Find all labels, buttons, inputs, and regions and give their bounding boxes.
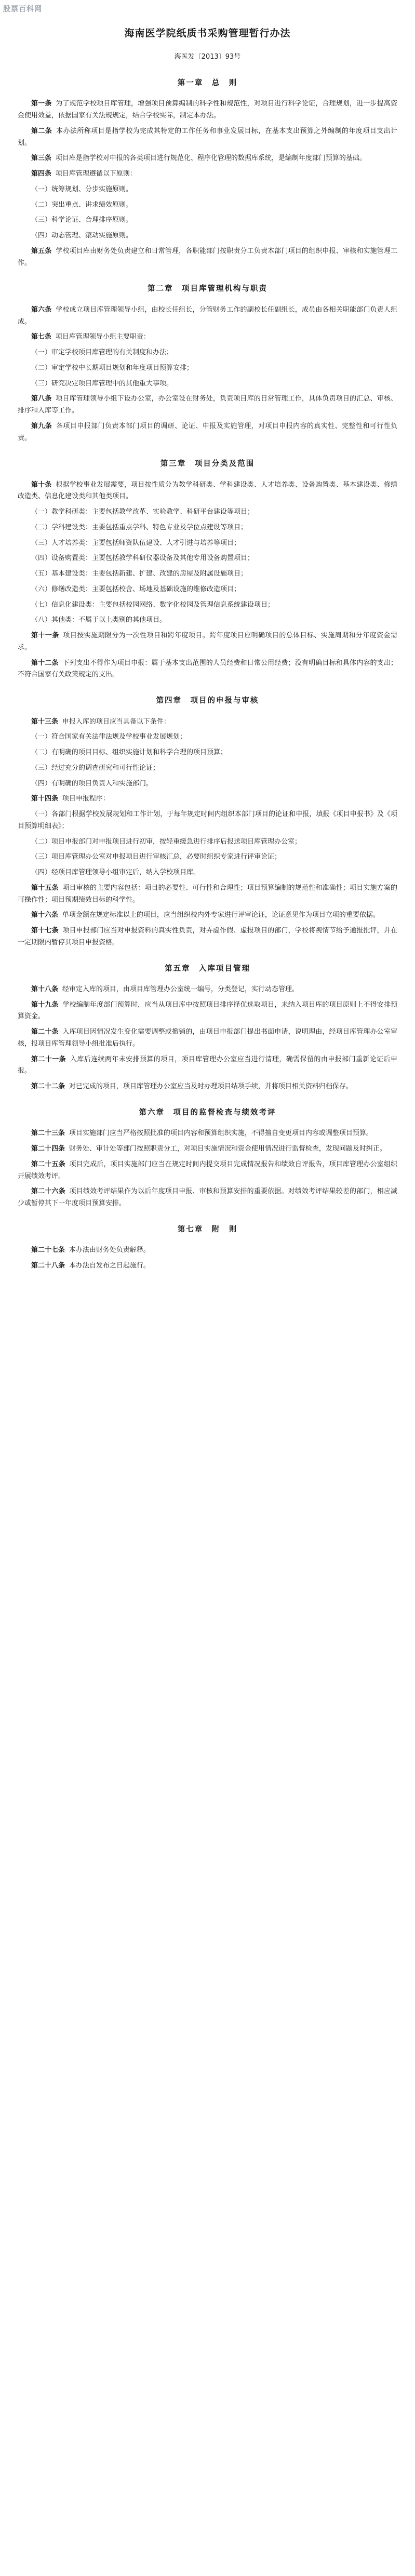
chapter-heading: 第五章 入库项目管理: [165, 964, 250, 973]
article-number: 第十五条: [31, 884, 59, 892]
article-paragraph: [18, 1026, 397, 1050]
article-paragraph: [18, 1260, 397, 1272]
article-number: 第十六条: [31, 911, 59, 919]
article-text: 项目库是指学校对申报的各类项目进行规范化、程序化管理的数据库系统，是编制年度部门预算的基础。: [55, 154, 366, 163]
article-text: 项目完成后，项目实施部门应当在规定时间内提交项目完成情况报告和绩效自评报告，项目库管理办公室组织开展绩效考评。: [18, 1160, 397, 1180]
article-paragraph: [18, 168, 397, 180]
article-paragraph: [18, 304, 397, 328]
article-number: 第十九条: [31, 1000, 59, 1009]
sub-item: （三）项目库管理办公室对申报项目进行审核汇总，必要时组织专家进行评审论证；: [31, 853, 282, 861]
document-body: [0, 0, 415, 1272]
article-text: 项目库管理领导小组主要职责：: [55, 333, 150, 341]
article-number: 第十三条: [31, 717, 59, 726]
article-paragraph: [18, 393, 397, 417]
chapter-heading: 第六章 项目的监督检查与绩效考评: [139, 1108, 276, 1117]
article-text: 单项金额在规定标准以上的项目，应当组织校内外专家进行评审论证，论证意见作为项目立项的重要依据。: [62, 911, 380, 919]
article-text: 项目绩效考评结果作为以后年度项目申报、审核和预算安排的重要依据。对绩效考评结果较差的部门，相应减少或暂停其下一年度项目预算安排。: [18, 1187, 397, 1207]
sub-item: （四）经项目库管理领导小组审定后，纳入学校项目库。: [31, 869, 200, 876]
article-text: 本办法由财务处负责解释。: [69, 1246, 150, 1254]
sub-item: （三）研究决定项目库管理中的其他重大事项。: [31, 379, 173, 388]
article-paragraph: [18, 1054, 397, 1078]
sub-item: （五）基本建设类：主要包括新建、扩建、改建的房屋及附属设施项目；: [31, 570, 248, 578]
article-text: 入库项目因情况发生变化需要调整或撤销的，由项目申报部门提出书面申请，说明理由，经项目库管理办公室审核，报项目库管理领导小组批准后执行。: [18, 1028, 397, 1048]
article-number: 第二十六条: [31, 1187, 65, 1196]
article-paragraph: [18, 1128, 397, 1140]
article-paragraph: [18, 1081, 397, 1093]
article-number: 第五条: [31, 247, 52, 255]
article-paragraph: [18, 658, 397, 682]
article-text: 项目按实施期限分为一次性项目和跨年度项目。跨年度项目应明确项目的总体目标、实施周期和分年度资金需求。: [18, 632, 397, 651]
sub-item: （二）突出重点、讲求绩效原则。: [31, 201, 133, 209]
article-number: 第十一条: [31, 632, 59, 640]
sub-item: （三）人才培养类：主要包括师资队伍建设、人才引进与培养等项目；: [31, 539, 241, 547]
article-paragraph: [18, 716, 397, 728]
sub-item: （七）信息化建设类：主要包括校园网络、数字化校园及管理信息系统建设项目；: [31, 600, 275, 609]
sub-item: （三）科学论证、合理排序原则。: [31, 216, 133, 224]
article-paragraph: [18, 925, 397, 949]
sub-item: （一）统筹规划、分步实施原则。: [31, 185, 133, 193]
chapter-heading: 第三章 项目分类及范围: [160, 460, 255, 469]
article-text: 为了规范学校项目库管理，增强项目预算编制的科学性和规范性，对项目进行科学论证，合理规划，进一步提高资金使用效益，依据国家有关法规规定，结合学校实际，制定本办法。: [18, 100, 397, 120]
article-number: 第四条: [31, 170, 52, 178]
article-paragraph: [18, 910, 397, 922]
article-text: 学校编制年度部门预算时，应当从项目库中按照项目排序择优选取项目，未纳入项目库的项目原则上不得安排预算资金。: [18, 1000, 397, 1021]
chapters-container: [18, 77, 397, 1272]
article-paragraph: [18, 331, 397, 343]
article-number: 第八条: [31, 395, 52, 403]
article-number: 第二十五条: [31, 1160, 65, 1168]
sub-item: （六）修缮改造类：主要包括校舍、场地及基础设施的维修改造项目；: [31, 585, 241, 593]
article-text: 项目审核的主要内容包括：项目的必要性、可行性和合理性；项目预算编制的规范性和准确性；项目实施方案的可操作性；项目预期绩效目标的科学性。: [18, 884, 397, 904]
article-text: 下列支出不得作为项目申报：属于基本支出范围的人员经费和日常公用经费；没有明确目标和具体内容的支出；不符合国家有关政策规定的支出。: [18, 659, 397, 679]
sub-item: （八）其他类：不属于以上类别的其他项目。: [31, 616, 167, 624]
sub-item: （二）有明确的项目目标、组织实施计划和科学合理的项目预算；: [31, 749, 227, 756]
article-paragraph: [18, 98, 397, 122]
article-number: 第十条: [31, 481, 52, 489]
article-text: 对已完成的项目，项目库管理办公室应当及时办理项目结项手续，并将项目相关资料归档保存。: [69, 1083, 353, 1091]
article-text: 项目实施部门应当严格按照批准的项目内容和预算组织实施，不得擅自变更项目内容或调整项目预算。: [69, 1129, 373, 1138]
article-number: 第二条: [31, 127, 52, 135]
chapter-heading: 第一章 总 则: [177, 79, 238, 87]
article-text: 本办法所称项目是指学校为完成其特定的工作任务和事业发展目标，在基本支出预算之外编制的年度项目支出计划。: [18, 127, 397, 147]
article-number: 第二十四条: [31, 1145, 65, 1153]
article-number: 第二十一条: [31, 1055, 66, 1063]
chapter-heading: 第七章 附 则: [177, 1225, 238, 1234]
document-number: 海医发〔2013〕93号: [174, 53, 241, 61]
article-number: 第十四条: [31, 795, 59, 803]
article-paragraph: [18, 1245, 397, 1257]
article-text: 本办法自发布之日起施行。: [69, 1261, 150, 1270]
article-number: 第二十三条: [31, 1129, 65, 1138]
article-number: 第三条: [31, 154, 52, 163]
article-number: 第二十条: [31, 1028, 59, 1036]
article-number: 第六条: [31, 305, 52, 314]
article-number: 第九条: [31, 422, 52, 430]
article-paragraph: [18, 126, 397, 150]
sub-item: （三）经过充分的调查研究和可行性论证；: [31, 764, 160, 772]
article-number: 第二十八条: [31, 1261, 65, 1270]
sub-item: （四）有明确的项目负责人和实施部门。: [31, 779, 153, 788]
article-text: 申报入库的项目应当具备以下条件：: [62, 717, 170, 726]
sub-item: （一）符合国家有关法律法规及学校事业发展规划；: [31, 733, 187, 741]
article-number: 第十七条: [31, 927, 59, 935]
article-paragraph: [18, 1159, 397, 1183]
article-text: 入库后连续两年未安排预算的项目，项目库管理办公室应当进行清理，确需保留的由申报部门重新论证后申报。: [18, 1055, 397, 1075]
article-text: 项目申报部门应当对申报资料的真实性负责，对弄虚作假、虚报项目的部门，学校将视情节给予通报批评，并在一定期限内暂停其项目申报资格。: [18, 927, 397, 946]
article-number: 第十八条: [31, 985, 59, 993]
article-text: 各项目申报部门负责本部门项目的调研、论证、申报及实施管理，对项目申报内容的真实性、完整性和可行性负责。: [18, 422, 397, 442]
article-paragraph: [18, 630, 397, 654]
article-paragraph: [18, 1186, 397, 1210]
sub-item: （一）审定学校项目库管理的有关制度和办法；: [31, 349, 173, 356]
site-watermark: 股票百科网: [3, 5, 42, 14]
article-paragraph: [18, 246, 397, 270]
article-text: 财务处、审计处等部门按照职责分工，对项目实施情况和资金使用情况进行监督检查，发现问题及时纠正。: [69, 1145, 386, 1153]
article-paragraph: [18, 999, 397, 1023]
article-text: 经审定入库的项目，由项目库管理办公室统一编号，分类登记，实行动态管理。: [62, 985, 299, 993]
sub-item: （二）学科建设类：主要包括重点学科、特色专业及学位点建设等项目；: [31, 523, 248, 531]
article-text: 项目库管理领导小组下设办公室，办公室设在财务处，负责项目库的日常管理工作，具体负责项目的汇总、审核、排序和入库等工作。: [18, 395, 397, 415]
article-number: 第二十二条: [31, 1083, 65, 1091]
sub-item: （四）动态管理、滚动实施原则。: [31, 232, 133, 240]
sub-item: （一）教学科研类：主要包括教学改革、实验教学、科研平台建设等项目；: [31, 508, 255, 516]
chapter-heading: 第二章 项目库管理机构与职责: [148, 285, 267, 293]
article-number: 第十二条: [31, 659, 59, 667]
article-paragraph: [18, 421, 397, 445]
article-paragraph: [18, 479, 397, 503]
sub-item: （二）项目申报部门对申报项目进行初审，按轻重缓急进行排序后报送项目库管理办公室；: [31, 837, 302, 846]
document-title: 海南医学院纸质书采购管理暂行办法: [124, 28, 291, 39]
sub-item: （二）审定学校中长期项目规划和年度项目预算安排；: [31, 364, 194, 372]
article-paragraph: [18, 793, 397, 805]
article-text: 项目库管理遵循以下原则：: [55, 170, 137, 178]
article-text: 根据学校事业发展需要，项目按性质分为教学科研类、学科建设类、人才培养类、设备购置类、基本建设类、修缮改造类、信息化建设类和其他类项目。: [18, 481, 397, 501]
article-number: 第一条: [31, 100, 52, 108]
chapter-heading: 第四章 项目的申报与审核: [156, 697, 259, 705]
article-paragraph: [18, 1143, 397, 1155]
article-text: 项目申报程序：: [62, 795, 110, 803]
article-number: 第七条: [31, 333, 52, 341]
article-paragraph: [18, 984, 397, 996]
article-text: 学校成立项目库管理领导小组，由校长任组长，分管财务工作的副校长任副组长，成员由各相关职能部门负责人组成。: [18, 305, 397, 326]
article-paragraph: [18, 883, 397, 906]
article-paragraph: [18, 153, 397, 165]
sub-item: （一）各部门根据学校发展规划和工作计划，于每年规定时间内组织本部门项目的论证和申报，填报《项目申报书》及《项目预算明细表》；: [18, 810, 397, 830]
article-number: 第二十七条: [31, 1246, 65, 1254]
sub-item: （四）设备购置类：主要包括教学科研仪器设备及其他专用设备购置项目；: [31, 554, 255, 563]
article-text: 学校项目库由财务处负责建立和日常管理，各职能部门按职责分工负责本部门项目的组织申报、审核和实施管理工作。: [18, 247, 397, 267]
